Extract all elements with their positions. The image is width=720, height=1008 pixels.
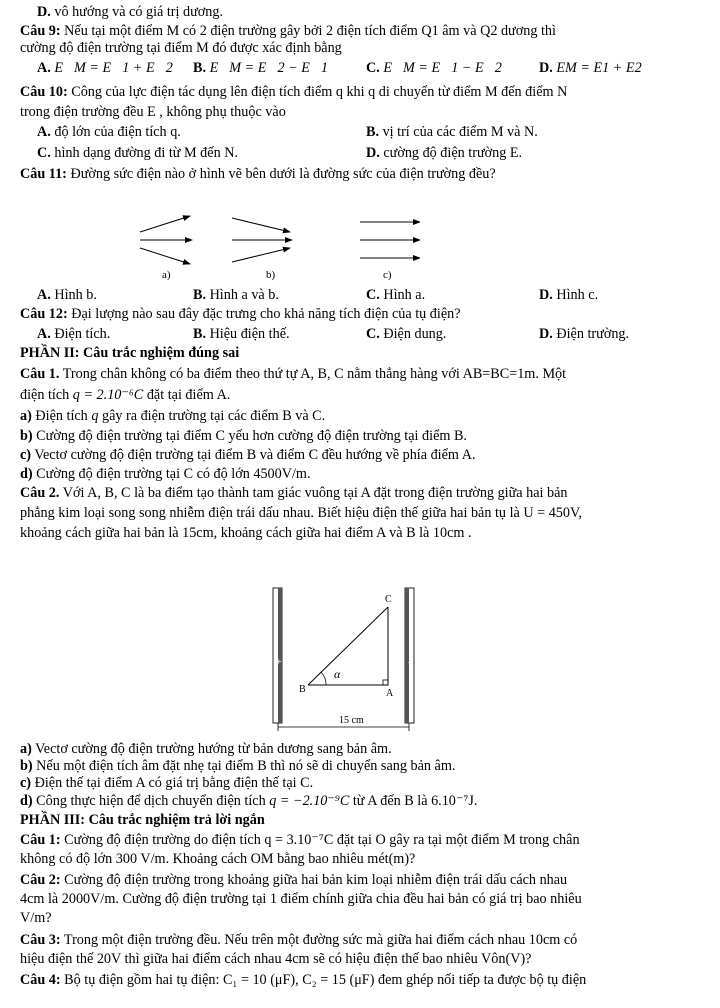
q12-option-d: D. Điện trường.: [539, 326, 630, 342]
p3q1-stem: Câu 1: Cường độ điện trường do điện tích q = 3.10⁻⁷C đặt tại O gây ra tại một điểm M trong chân: [20, 832, 580, 848]
p2q2-item-a: a) Vectơ cường độ điện trường hướng từ bản dương sang bản âm.: [20, 741, 392, 757]
point-b-label: B: [299, 684, 306, 695]
q12-option-a: A. Điện tích.: [37, 326, 111, 342]
figure-c-label: c): [383, 269, 392, 281]
p3q2-stem: Câu 2: Cường độ điện trường trong khoảng giữa hai bản kim loại nhiễm điện trái dấu cách nhau: [20, 872, 568, 888]
figure-b-label: b): [266, 269, 276, 281]
q10-stem: Câu 10: Công của lực điện tác dụng lên điện tích điểm q khi q di chuyển từ điểm M đến điểm N: [20, 84, 568, 100]
p2q2-item-d: d) Công thực hiện để dịch chuyển điện tích q = −2.10⁻⁹C từ A đến B là 6.10⁻⁷J.: [20, 793, 478, 809]
p2q1-item-c: c) Vectơ cường độ điện trường tại điểm B và điểm C đều hướng về phía điểm A.: [20, 447, 476, 463]
part2-title: PHẦN II: Câu trắc nghiệm đúng sai: [20, 345, 240, 361]
q11-option-a: A. Hình b.: [37, 287, 97, 303]
p3q4-stem: Câu 4: Bộ tụ điện gồm hai tụ điện: C₁ = 10 (μF), C₂ = 15 (μF) đem ghép nối tiếp ta được bộ tụ điện: [20, 972, 587, 988]
q11-option-b: B. Hình a và b.: [193, 287, 279, 303]
distance-label: 15 cm: [339, 715, 364, 726]
p3q1-stem-2: không có độ lớn 300 V/m. Khoảng cách OM bằng bao nhiêu mét(m)?: [20, 851, 416, 867]
part3-title: PHẦN III: Câu trắc nghiệm trả lời ngắn: [20, 812, 265, 828]
figure-c-lines: [360, 222, 420, 258]
p2q1-item-b: b) Cường độ điện trường tại điểm C yếu hơn cường độ điện trường tại điểm B.: [20, 428, 467, 444]
p2q1-stem-2: điện tích q = 2.10⁻⁶C đặt tại điểm A.: [20, 387, 231, 403]
q8-option-d: D. vô hướng và có giá trị dương.: [37, 4, 224, 20]
figure-a-lines: [140, 216, 192, 264]
q11-option-d: D. Hình c.: [539, 287, 599, 303]
angle-alpha-label: α: [334, 667, 341, 681]
figure-a-label: a): [162, 269, 171, 281]
angle-arc: [321, 672, 326, 685]
triangle-side-bc: [308, 607, 388, 685]
q11-option-c: C. Hình a.: [366, 287, 426, 303]
p2q1-item-d: d) Cường độ điện trường tại C có độ lớn 4500V/m.: [20, 466, 311, 482]
point-c-label: C: [385, 594, 392, 605]
q9-option-c: C. E⃗M = E⃗1 − E⃗2: [366, 60, 502, 76]
q9-stem: Câu 9: Nếu tại một điểm M có 2 điện trường gây bởi 2 điện tích điểm Q1 âm và Q2 dương thì: [20, 23, 556, 39]
p2q2-item-b: b) Nếu một điện tích âm đặt nhẹ tại điểm B thì nó sẽ di chuyển sang bản âm.: [20, 758, 456, 774]
p3q2-stem-3: V/m?: [20, 910, 52, 926]
q9-option-b: B. E⃗M = E⃗2 − E⃗1: [193, 60, 329, 76]
p3q3-stem-2: hiệu điện thế 20V thì giữa hai điểm cách nhau 4cm sẽ có hiệu điện thế bao nhiêu Vôn(V)?: [20, 951, 532, 967]
p3q2-stem-2: 4cm là 2000V/m. Cường độ điện trường tại 1 điểm chính giữa chia đều hai bản có giá trị bao nhiêu: [20, 891, 582, 907]
p2q2-item-c: c) Điện thế tại điểm A có giá trị bằng điện thế tại C.: [20, 775, 314, 791]
q9-option-d: D. EM = E1 + E2: [539, 60, 642, 76]
q10-stem-2: trong điện trường đều E , không phụ thuộc vào: [20, 104, 286, 120]
q9-option-a: A. E⃗M = E⃗1 + E⃗2: [37, 60, 173, 76]
point-a-label: A: [386, 688, 394, 699]
q12-stem: Câu 12: Đại lượng nào sau đây đặc trưng cho khả năng tích điện của tụ điện?: [20, 306, 461, 322]
plus-sign: +: [276, 657, 282, 668]
minus-sign: -: [408, 657, 412, 668]
p2q1-item-a: a) Điện tích q gây ra điện trường tại các điểm B và C.: [20, 408, 326, 424]
q10-option-b: B. vị trí của các điểm M và N.: [366, 124, 538, 140]
p2q2-stem-3: khoảng cách giữa hai bản là 15cm, khoảng cách giữa hai điểm A và B là 10cm .: [20, 525, 472, 541]
q10-option-c: C. hình dạng đường đi từ M đến N.: [37, 145, 239, 161]
q10-option-d: D. cường độ điện trường E.: [366, 145, 523, 161]
q11-stem: Câu 11: Đường sức điện nào ở hình vẽ bên dưới là đường sức của điện trường đều?: [20, 166, 496, 182]
q12-option-c: C. Điện dung.: [366, 326, 447, 342]
p2q1-stem: Câu 1. Trong chân không có ba điểm theo thứ tự A, B, C nằm thẳng hàng với AB=BC=1m. Một: [20, 366, 567, 382]
figure-b-lines: [232, 218, 292, 262]
q12-option-b: B. Hiệu điện thế.: [193, 326, 290, 342]
p2q2-stem: Câu 2. Với A, B, C là ba điểm tạo thành tam giác vuông tại A đặt trong điện trường giữa hai bản: [20, 485, 568, 501]
p3q3-stem: Câu 3: Trong một điện trường đều. Nếu trên một đường sức mà giữa hai điểm cách nhau 10cm có: [20, 932, 578, 948]
q9-stem-2: cường độ điện trường tại điểm M đó được xác định bằng: [20, 40, 342, 56]
q10-option-a: A. độ lớn của điện tích q.: [37, 124, 181, 140]
p2q2-stem-2: phẳng kim loại song song nhiễm điện trái dấu nhau. Biết hiệu điện thế giữa hai bản tụ là U = 450V,: [20, 505, 582, 521]
